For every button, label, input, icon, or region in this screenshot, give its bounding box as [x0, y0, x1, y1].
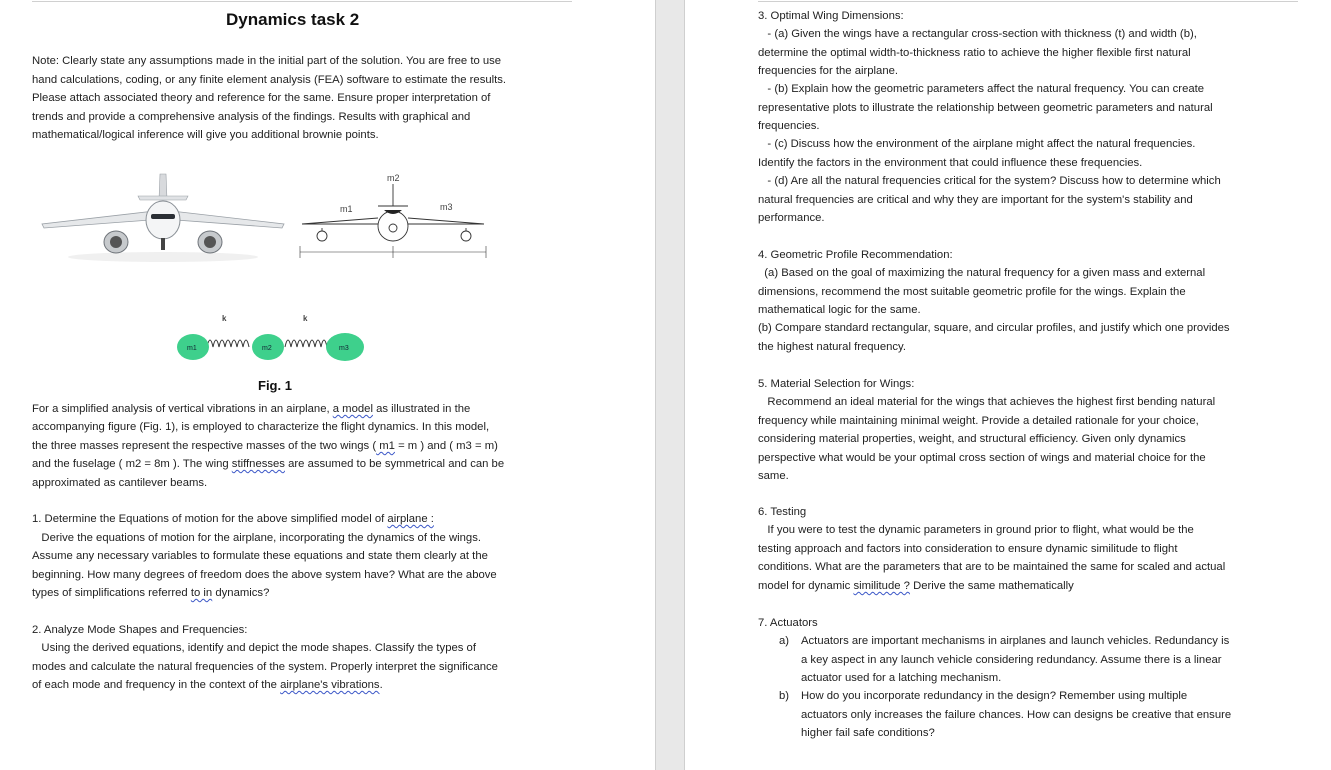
- q7a-line: actuator used for a latching mechanism.: [801, 672, 1002, 684]
- q1-line: [32, 510, 434, 529]
- spellcheck-word: m1: [376, 440, 395, 452]
- intro-line: [32, 400, 470, 419]
- intro-text: are assumed to be symmetrical and can be: [284, 458, 505, 470]
- q4-line: (a) Based on the goal of maximizing the natural frequency for a given mass and external: [758, 267, 1206, 279]
- q4-line: mathematical logic for the same.: [758, 304, 921, 316]
- q4-line: dimensions, recommend the most suitable geometric profile for the wings. Explain the: [758, 286, 1186, 298]
- q6-line: [758, 577, 1074, 596]
- q3-line: natural frequencies are critical and why they are important for the system's stability and: [758, 194, 1193, 206]
- q2-line: 2. Analyze Mode Shapes and Frequencies:: [32, 624, 248, 636]
- q1-text: dynamics?: [212, 587, 270, 599]
- spring-mass-diagram: [175, 310, 370, 365]
- intro-text: and the fuselage ( m2 = 8m ). The wing: [32, 458, 229, 470]
- q7-heading: 7. Actuators: [758, 617, 818, 629]
- schematic-label-m3: m3: [440, 202, 453, 212]
- q1-line: [32, 584, 269, 603]
- figure-caption: Fig. 1: [258, 378, 292, 393]
- note-line: trends and provide a comprehensive analysis of the findings. Results with graphical and: [32, 111, 471, 123]
- spellcheck-word: airplane :: [387, 513, 434, 525]
- q6-line: conditions. What are the parameters that are to be maintained the same for scaled and actual: [758, 561, 1226, 573]
- q3-line: representative plots to illustrate the relationship between geometric parameters and natural: [758, 102, 1213, 114]
- q3-line: - (d) Are all the natural frequencies critical for the system? Discuss how to determine which: [758, 175, 1221, 187]
- intro-text: = m ) and ( m3 = m): [394, 440, 498, 452]
- note-line: hand calculations, coding, or any finite element analysis (FEA) software to estimate the results.: [32, 74, 507, 86]
- q7b-line: higher fail safe conditions?: [801, 727, 935, 739]
- spring-2: [285, 340, 327, 347]
- left-page: [0, 0, 655, 770]
- q5-line: same.: [758, 470, 789, 482]
- q6-line: If you were to test the dynamic parameters in ground prior to flight, what would be the: [758, 524, 1194, 536]
- q2-text: .: [379, 679, 383, 691]
- right-page: [685, 0, 1331, 770]
- q3-line: Identify the factors in the environment that could influence these frequencies.: [758, 157, 1143, 169]
- top-rule: [758, 1, 1298, 2]
- q6-line: 6. Testing: [758, 506, 807, 518]
- q5-line: 5. Material Selection for Wings:: [758, 378, 915, 390]
- page-title: Dynamics task 2: [226, 10, 360, 29]
- q1-line: beginning. How many degrees of freedom does the above system have? What are the above: [32, 569, 497, 581]
- q2-line: Using the derived equations, identify and depict the mode shapes. Classify the types of: [32, 642, 476, 654]
- spellcheck-word: similitude ?: [853, 580, 910, 592]
- spring-1: [207, 340, 249, 347]
- top-rule: [32, 1, 572, 2]
- q5-line: perspective what would be your optimal cross section of wings and material choice for the: [758, 452, 1206, 464]
- q2-line: [32, 676, 383, 695]
- q7a-line: Actuators are important mechanisms in airplanes and launch vehicles. Redundancy is: [801, 635, 1230, 647]
- q7b-line: How do you incorporate redundancy in the design? Remember using multiple: [801, 690, 1188, 702]
- note-line: mathematical/logical inference will give you additional brownie points.: [32, 129, 379, 141]
- q1-text: 1. Determine the Equations of motion for the above simplified model of: [32, 513, 385, 525]
- spring-label-k1: k: [222, 314, 227, 323]
- q2-line: modes and calculate the natural frequencies of the system. Properly interpret the significance: [32, 661, 498, 673]
- q7b-line: actuators only increases the failure chances. How can designs be creative that ensure: [801, 709, 1232, 721]
- airplane-photo: [38, 172, 288, 267]
- intro-text: For a simplified analysis of vertical vibrations in an airplane,: [32, 403, 330, 415]
- intro-line: [32, 455, 504, 474]
- q3-line: frequencies for the airplane.: [758, 65, 899, 77]
- airplane-schematic: [300, 172, 490, 264]
- intro-line: accompanying figure (Fig. 1), is employed to characterize the flight dynamics. In this model,: [32, 421, 490, 433]
- note-line: Note: Clearly state any assumptions made in the initial part of the solution. You are free to use: [32, 55, 502, 67]
- spellcheck-word: a model: [332, 403, 373, 415]
- spring-label-k2: k: [303, 314, 308, 323]
- q3-line: frequencies.: [758, 120, 820, 132]
- intro-line: approximated as cantilever beams.: [32, 477, 208, 489]
- intro-line: [32, 437, 498, 456]
- q5-line: frequency while maintaining minimal weight. Provide a detailed rationale for your choice,: [758, 415, 1199, 427]
- q6-text: model for dynamic: [758, 580, 851, 592]
- spellcheck-word: stiffnesses: [231, 458, 285, 470]
- schematic-label-m1: m1: [340, 204, 353, 214]
- spellcheck-word: to in: [190, 587, 213, 599]
- list-marker: b): [779, 690, 790, 702]
- q5-line: considering material properties, weight, and structural efficiency. Given only dynamics: [758, 433, 1186, 445]
- spellcheck-word: airplane's vibrations: [280, 679, 380, 691]
- q3-line: 3. Optimal Wing Dimensions:: [758, 10, 904, 22]
- intro-text: the three masses represent the respective masses of the two wings (: [32, 440, 377, 452]
- q4-line: 4. Geometric Profile Recommendation:: [758, 249, 953, 261]
- q3-line: determine the optimal width-to-thickness ratio to achieve the higher flexible first natural: [758, 47, 1191, 59]
- mass-label-m3: m3: [339, 345, 349, 352]
- q4-line: (b) Compare standard rectangular, square, and circular profiles, and justify which one provides: [758, 322, 1230, 334]
- q4-line: the highest natural frequency.: [758, 341, 907, 353]
- mass-label-m1: m1: [187, 345, 197, 352]
- mass-label-m2: m2: [262, 345, 272, 352]
- q3-line: performance.: [758, 212, 825, 224]
- page-gutter: [655, 0, 685, 770]
- q6-text: Derive the same mathematically: [909, 580, 1074, 592]
- list-marker: a): [779, 635, 790, 647]
- note-line: Please attach associated theory and reference for the same. Ensure proper interpretation of: [32, 92, 491, 104]
- q2-text: of each mode and frequency in the context of the: [32, 679, 277, 691]
- q3-line: - (b) Explain how the geometric parameters affect the natural frequency. You can create: [758, 83, 1205, 95]
- q7a-line: a key aspect in any launch vehicle considering redundancy. Assume there is a linear: [801, 654, 1222, 666]
- intro-text: as illustrated in the: [372, 403, 471, 415]
- q1-line: Derive the equations of motion for the airplane, incorporating the dynamics of the wings.: [32, 532, 481, 544]
- q3-line: - (c) Discuss how the environment of the airplane might affect the natural frequencies.: [758, 138, 1196, 150]
- q3-line: - (a) Given the wings have a rectangular cross-section with thickness (t) and width (b),: [758, 28, 1197, 40]
- q1-line: Assume any necessary variables to formulate these equations and state them clearly at the: [32, 550, 488, 562]
- schematic-label-m2: m2: [387, 173, 400, 183]
- q1-text: types of simplifications referred: [32, 587, 188, 599]
- q6-line: testing approach and factors into consideration to ensure dynamic similitude to flight: [758, 543, 1178, 555]
- q5-line: Recommend an ideal material for the wings that achieves the highest first bending natural: [758, 396, 1216, 408]
